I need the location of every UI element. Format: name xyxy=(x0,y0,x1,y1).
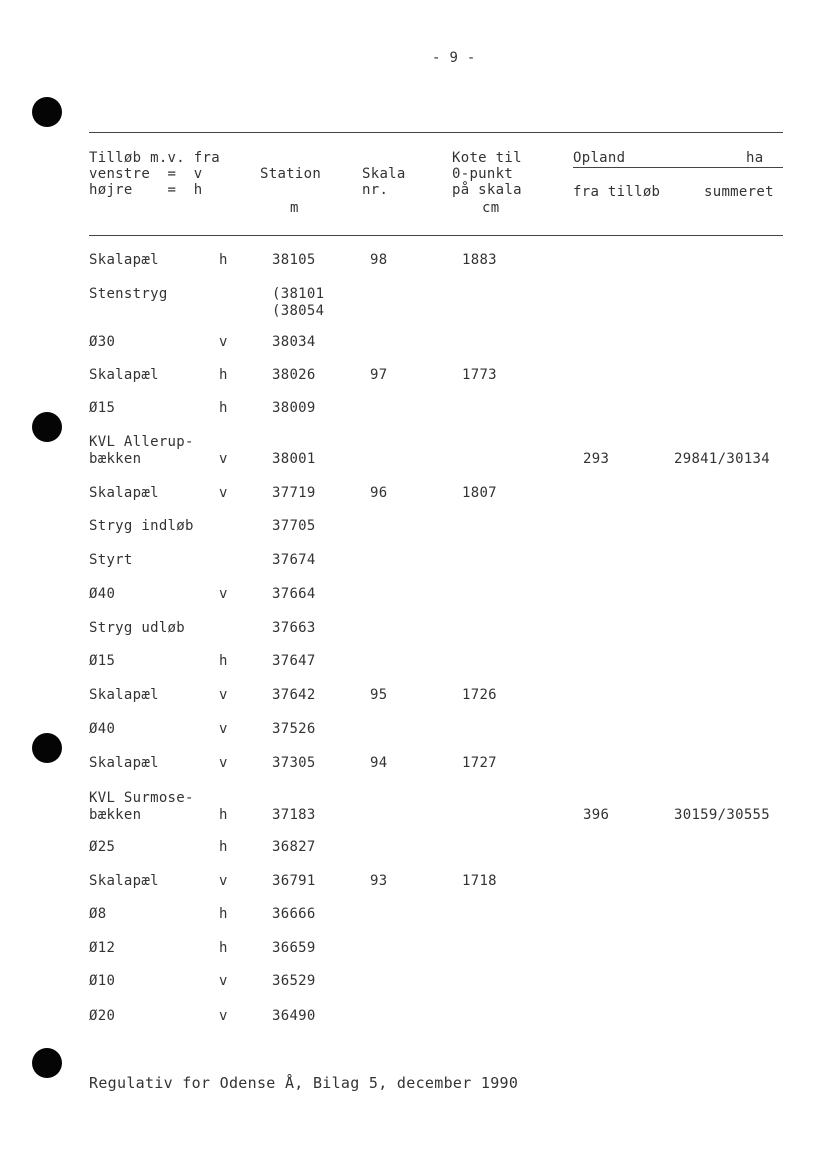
header-top-rule xyxy=(89,132,783,133)
row-side: h xyxy=(219,367,228,383)
row-station: 37719 xyxy=(272,485,316,501)
row-station: 38009 xyxy=(272,400,316,416)
row-name: Ø40 xyxy=(89,721,116,737)
header-kote-line2: 0-punkt xyxy=(452,166,514,182)
row-name: Ø15 xyxy=(89,400,116,416)
row-name: Stryg indløb xyxy=(89,518,194,534)
row-station: 37705 xyxy=(272,518,316,534)
header-kote-line3: på skala xyxy=(452,182,522,198)
row-station: 38001 xyxy=(272,451,316,467)
row-side: h xyxy=(219,839,228,855)
row-station: 38026 xyxy=(272,367,316,383)
header-bottom-rule xyxy=(89,235,783,236)
row-side: v xyxy=(219,973,228,989)
row-skala: 96 xyxy=(370,485,388,501)
punch-hole xyxy=(32,1048,62,1078)
row-side: h xyxy=(219,400,228,416)
row-kote: 1718 xyxy=(462,873,497,889)
punch-hole xyxy=(32,97,62,127)
row-name: Ø30 xyxy=(89,334,116,350)
row-name: Skalapæl xyxy=(89,485,159,501)
row-name: Skalapæl xyxy=(89,755,159,771)
header-station: Station xyxy=(260,166,322,182)
row-name: Ø10 xyxy=(89,973,116,989)
row-name: Skalapæl xyxy=(89,367,159,383)
row-name: Ø20 xyxy=(89,1008,116,1024)
header-opland: Opland xyxy=(573,150,783,168)
page-number: - 9 - xyxy=(432,50,476,66)
row-name: Styrt xyxy=(89,552,133,568)
row-station: 37526 xyxy=(272,721,316,737)
row-side: v xyxy=(219,451,228,467)
row-side: h xyxy=(219,940,228,956)
row-station: 38034 xyxy=(272,334,316,350)
row-opland: 293 xyxy=(583,451,610,467)
row-side: v xyxy=(219,755,228,771)
row-station: 36529 xyxy=(272,973,316,989)
header-station-unit: m xyxy=(290,200,299,216)
row-kote: 1727 xyxy=(462,755,497,771)
row-skala: 98 xyxy=(370,252,388,268)
header-ha: ha xyxy=(746,150,764,166)
row-skala: 94 xyxy=(370,755,388,771)
row-opland: 396 xyxy=(583,807,610,823)
row-side: v xyxy=(219,586,228,602)
row-station: 37183 xyxy=(272,807,316,823)
footer: Regulativ for Odense Å, Bilag 5, december 1990 xyxy=(89,1074,519,1092)
row-kote: 1807 xyxy=(462,485,497,501)
row-name: Ø40 xyxy=(89,586,116,602)
row-skala: 95 xyxy=(370,687,388,703)
row-skala: 97 xyxy=(370,367,388,383)
row-station: 36791 xyxy=(272,873,316,889)
row-station: 37642 xyxy=(272,687,316,703)
row-name: Stryg udløb xyxy=(89,620,186,636)
row-name: KVL Surmose- bækken xyxy=(89,790,194,823)
row-side: v xyxy=(219,334,228,350)
header-kote-unit: cm xyxy=(482,200,500,216)
row-name: Skalapæl xyxy=(89,252,159,268)
row-name: KVL Allerup- bækken xyxy=(89,434,194,467)
row-station: 37647 xyxy=(272,653,316,669)
header-kote-line1: Kote til xyxy=(452,150,522,166)
row-name: Skalapæl xyxy=(89,873,159,889)
row-side: h xyxy=(219,252,228,268)
header-summeret: summeret xyxy=(704,184,774,200)
row-station: (38101 (38054 xyxy=(272,286,325,319)
row-side: h xyxy=(219,906,228,922)
row-side: v xyxy=(219,873,228,889)
row-side: v xyxy=(219,485,228,501)
row-station: 36490 xyxy=(272,1008,316,1024)
header-col1-line1: Tilløb m.v. fra xyxy=(89,150,220,166)
row-station: 37305 xyxy=(272,755,316,771)
row-name: Ø8 xyxy=(89,906,107,922)
header-fra-tillob: fra tilløb xyxy=(573,184,661,200)
header-skala-nr: nr. xyxy=(362,182,389,198)
row-name: Ø15 xyxy=(89,653,116,669)
row-name: Ø12 xyxy=(89,940,116,956)
row-station: 36666 xyxy=(272,906,316,922)
punch-hole xyxy=(32,733,62,763)
row-name: Stenstryg xyxy=(89,286,168,302)
header-skala: Skala xyxy=(362,166,406,182)
row-side: h xyxy=(219,653,228,669)
row-side: v xyxy=(219,1008,228,1024)
row-station: 38105 xyxy=(272,252,316,268)
row-kote: 1773 xyxy=(462,367,497,383)
header-col1-line3: højre = h xyxy=(89,182,203,198)
row-side: v xyxy=(219,687,228,703)
row-skala: 93 xyxy=(370,873,388,889)
row-kote: 1726 xyxy=(462,687,497,703)
row-name: Ø25 xyxy=(89,839,116,855)
row-station: 37674 xyxy=(272,552,316,568)
row-summeret: 29841/30134 xyxy=(674,451,771,467)
row-station: 37664 xyxy=(272,586,316,602)
row-kote: 1883 xyxy=(462,252,497,268)
row-station: 36659 xyxy=(272,940,316,956)
row-side: h xyxy=(219,807,228,823)
row-station: 36827 xyxy=(272,839,316,855)
punch-hole xyxy=(32,412,62,442)
row-summeret: 30159/30555 xyxy=(674,807,771,823)
row-side: v xyxy=(219,721,228,737)
row-station: 37663 xyxy=(272,620,316,636)
row-name: Skalapæl xyxy=(89,687,159,703)
header-col1-line2: venstre = v xyxy=(89,166,203,182)
